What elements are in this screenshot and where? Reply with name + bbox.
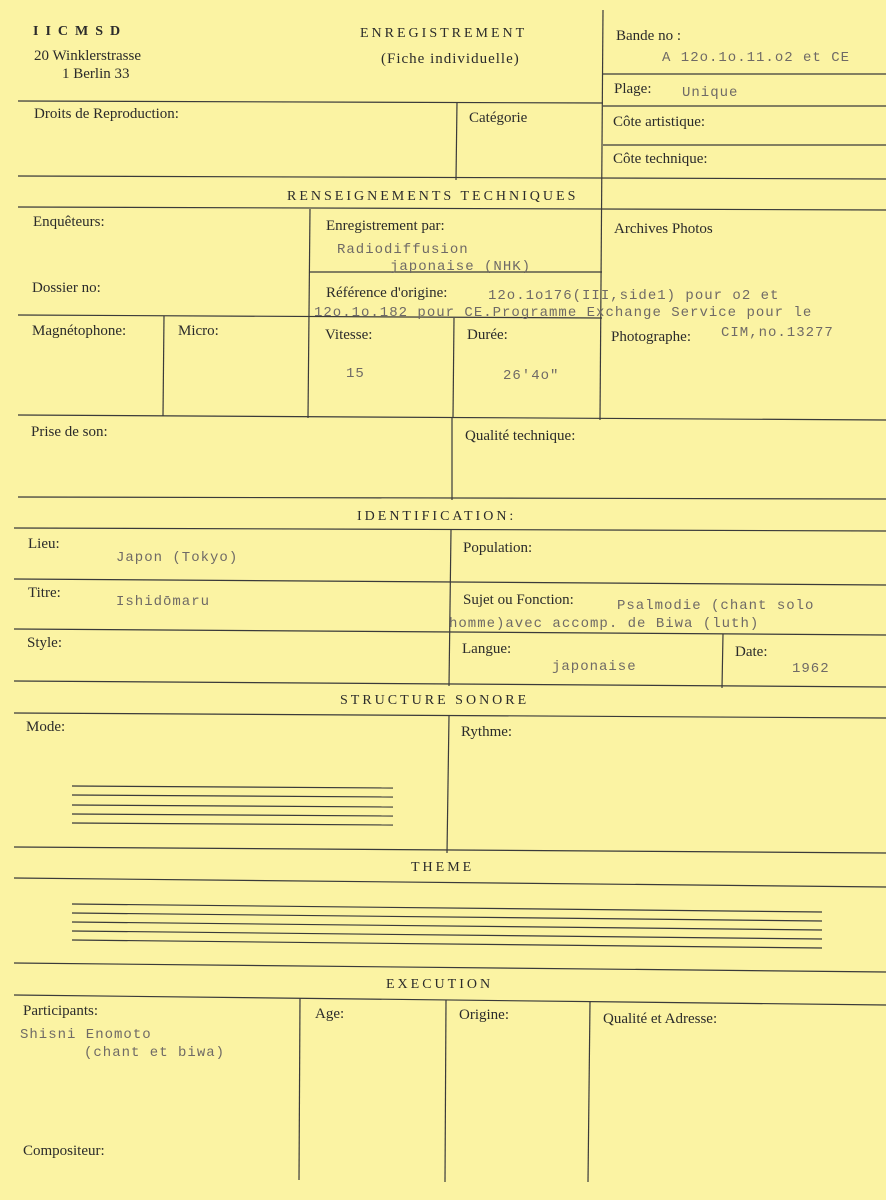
date-label: Date: <box>735 644 768 660</box>
date-value[interactable]: 1962 <box>792 661 830 677</box>
institution-logo: IICMSD <box>33 24 128 39</box>
langue-label: Langue: <box>462 641 512 657</box>
bande-value[interactable]: A 12o.1o.11.o2 et CE <box>662 50 851 66</box>
enqueteurs-label: Enquêteurs: <box>33 214 105 230</box>
categorie-label: Catégorie <box>469 110 528 126</box>
style-label: Style: <box>27 635 63 651</box>
dossier-label: Dossier no: <box>32 280 101 296</box>
prise-de-son-label: Prise de son: <box>31 424 108 440</box>
reference-origine-value-1[interactable]: 12o.1o176(III,side1) pour o2 et <box>488 288 780 304</box>
origine-label: Origine: <box>459 1007 509 1023</box>
rythme-label: Rythme: <box>461 724 513 740</box>
qualite-adresse-label: Qualité et Adresse: <box>603 1011 718 1027</box>
titre-value[interactable]: Ishidōmaru <box>116 594 211 610</box>
micro-label: Micro: <box>178 323 219 339</box>
form-title: ENREGISTREMENT <box>360 26 528 41</box>
lieu-label: Lieu: <box>28 536 60 552</box>
reference-origine-label: Référence d'origine: <box>326 285 448 301</box>
compositeur-label: Compositeur: <box>23 1143 105 1159</box>
lieu-value[interactable]: Japon (Tokyo) <box>116 550 239 566</box>
archives-photos-label: Archives Photos <box>614 221 713 237</box>
section-title-theme: THEME <box>411 860 475 875</box>
participants-value-2[interactable]: (chant et biwa) <box>84 1045 226 1061</box>
section-title-structure: STRUCTURE SONORE <box>340 693 530 708</box>
participants-label: Participants: <box>23 1003 98 1019</box>
enregistrement-par-value-1[interactable]: Radiodiffusion <box>337 242 469 258</box>
duree-value[interactable]: 26'4o" <box>503 368 560 384</box>
sujet-fonction-label: Sujet ou Fonction: <box>463 592 574 608</box>
participants-value-1[interactable]: Shisni Enomoto <box>20 1027 152 1043</box>
cote-artistique-label: Côte artistique: <box>613 114 706 130</box>
population-label: Population: <box>463 540 533 556</box>
enregistrement-par-value-2[interactable]: japonaise (NHK) <box>390 259 532 275</box>
section-title-execution: EXECUTION <box>386 977 494 992</box>
langue-value[interactable]: japonaise <box>552 659 637 675</box>
institution-address-line2: 1 Berlin 33 <box>62 66 130 82</box>
section-title-technical: RENSEIGNEMENTS TECHNIQUES <box>287 189 579 204</box>
plage-label: Plage: <box>614 81 652 97</box>
sujet-fonction-value-2[interactable]: homme)avec accomp. de Biwa (luth) <box>449 616 760 632</box>
duree-label: Durée: <box>467 327 508 343</box>
age-label: Age: <box>315 1006 345 1022</box>
cote-technique-label: Côte technique: <box>613 151 708 167</box>
reference-origine-value-2[interactable]: 12o.1o.182 pour CE.Programme Exchange Service pour le <box>314 305 813 321</box>
enregistrement-par-label: Enregistrement par: <box>326 218 445 234</box>
titre-label: Titre: <box>28 585 61 601</box>
photographe-label: Photographe: <box>611 329 691 345</box>
vitesse-label: Vitesse: <box>325 327 373 343</box>
institution-address-line1: 20 Winklerstrasse <box>34 48 142 64</box>
vitesse-value[interactable]: 15 <box>346 366 365 382</box>
sujet-fonction-value-1[interactable]: Psalmodie (chant solo <box>617 598 815 614</box>
droits-label: Droits de Reproduction: <box>34 106 179 122</box>
qualite-technique-label: Qualité technique: <box>465 428 576 444</box>
magnetophone-label: Magnétophone: <box>32 323 127 339</box>
section-title-identification: IDENTIFICATION: <box>357 509 517 524</box>
mode-label: Mode: <box>26 719 66 735</box>
bande-label: Bande no : <box>616 28 681 44</box>
photographe-value[interactable]: CIM,no.13277 <box>721 325 834 341</box>
plage-value[interactable]: Unique <box>682 85 739 101</box>
form-subtitle: (Fiche individuelle) <box>381 51 520 67</box>
